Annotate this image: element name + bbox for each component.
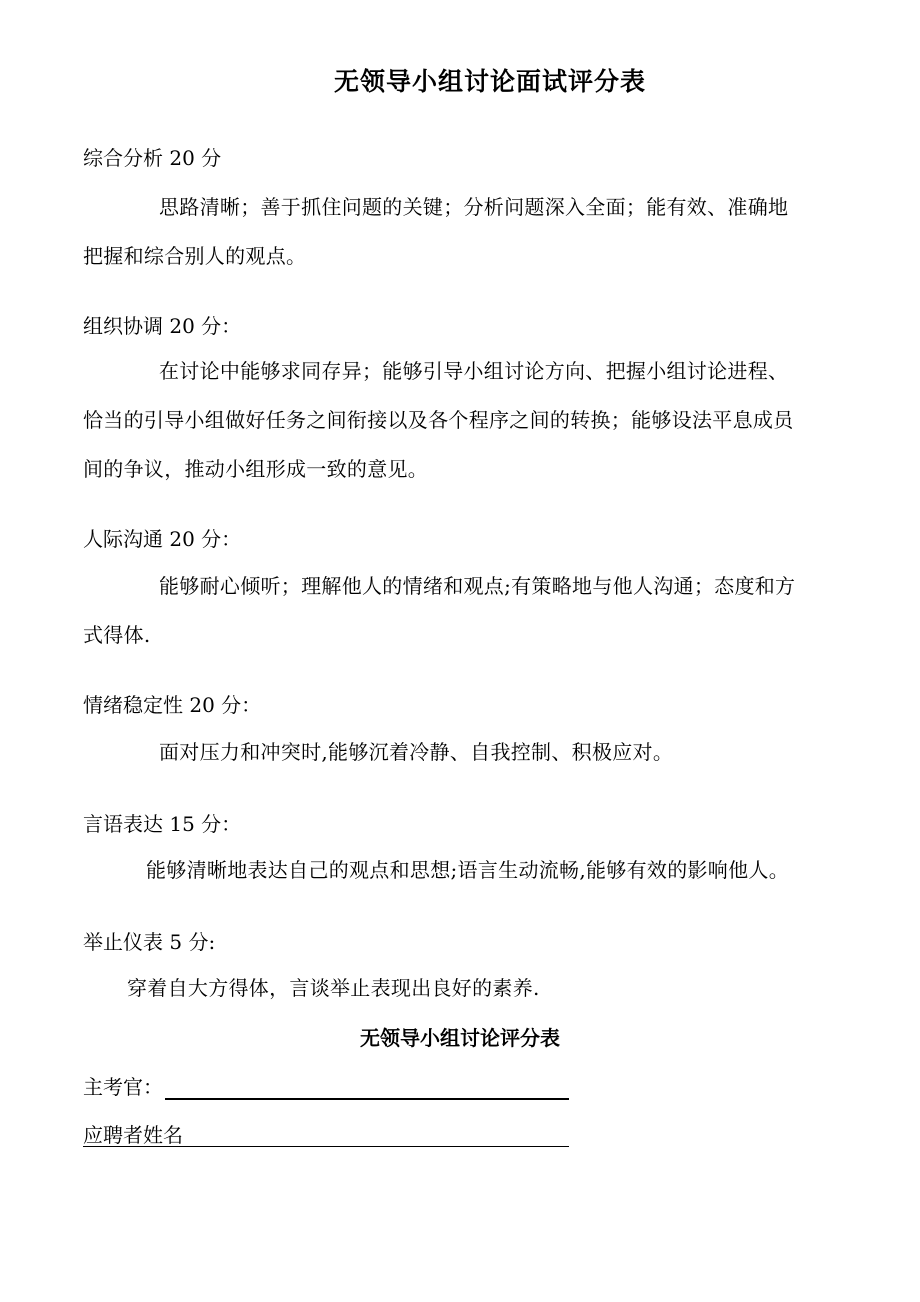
section-body-analysis (83, 183, 843, 281)
section-body-line: 能够清晰地表达自己的观点和思想;语言生动流畅,能够有效的影响他人。 (146, 858, 789, 882)
document-title: 无领导小组讨论面试评分表 (333, 67, 646, 96)
section-body-line: 式得体. (83, 623, 151, 647)
section-heading-verbal-expression: 言语表达 15 分： (83, 812, 242, 836)
section-heading-coordination: 组织协调 20 分： (83, 314, 242, 338)
section-body-coordination (83, 347, 863, 494)
examiner-label: 主考官： (83, 1075, 163, 1099)
section-body-line: 能够耐心倾听；理解他人的情绪和观点;有策略地与他人沟通；态度和方 (159, 574, 796, 598)
section-heading-emotional-stability: 情绪稳定性 20 分： (83, 693, 262, 717)
section-body-emotional-stability (83, 728, 843, 777)
section-body-verbal-expression (83, 846, 863, 895)
applicant-name-label: 应聘者姓名 (83, 1123, 183, 1147)
section-body-appearance (83, 964, 843, 1013)
section-body-line: 恰当的引导小组做好任务之间衔接以及各个程序之间的转换；能够设法平息成员 (83, 408, 794, 432)
section-heading-communication: 人际沟通 20 分： (83, 527, 242, 551)
form-subtitle: 无领导小组讨论评分表 (360, 1026, 560, 1050)
section-body-line: 穿着自大方得体，言谈举止表现出良好的素养. (127, 976, 540, 1000)
section-heading-appearance: 举止仪表 5 分: (83, 930, 216, 954)
section-body-line: 面对压力和冲突时,能够沉着冷静、自我控制、积极应对。 (159, 740, 674, 764)
examiner-signature-line[interactable] (165, 1098, 569, 1100)
applicant-name-line[interactable] (83, 1146, 569, 1147)
section-body-line: 思路清晰；善于抓住问题的关键；分析问题深入全面；能有效、准确地 (159, 195, 789, 219)
section-body-line: 间的争议，推动小组形成一致的意见。 (83, 457, 429, 481)
section-body-communication (83, 562, 863, 660)
section-body-line: 在讨论中能够求同存异；能够引导小组讨论方向、把握小组讨论进程、 (159, 359, 789, 383)
section-heading-analysis: 综合分析 20 分 (83, 146, 222, 170)
section-body-line: 把握和综合别人的观点。 (83, 244, 307, 268)
